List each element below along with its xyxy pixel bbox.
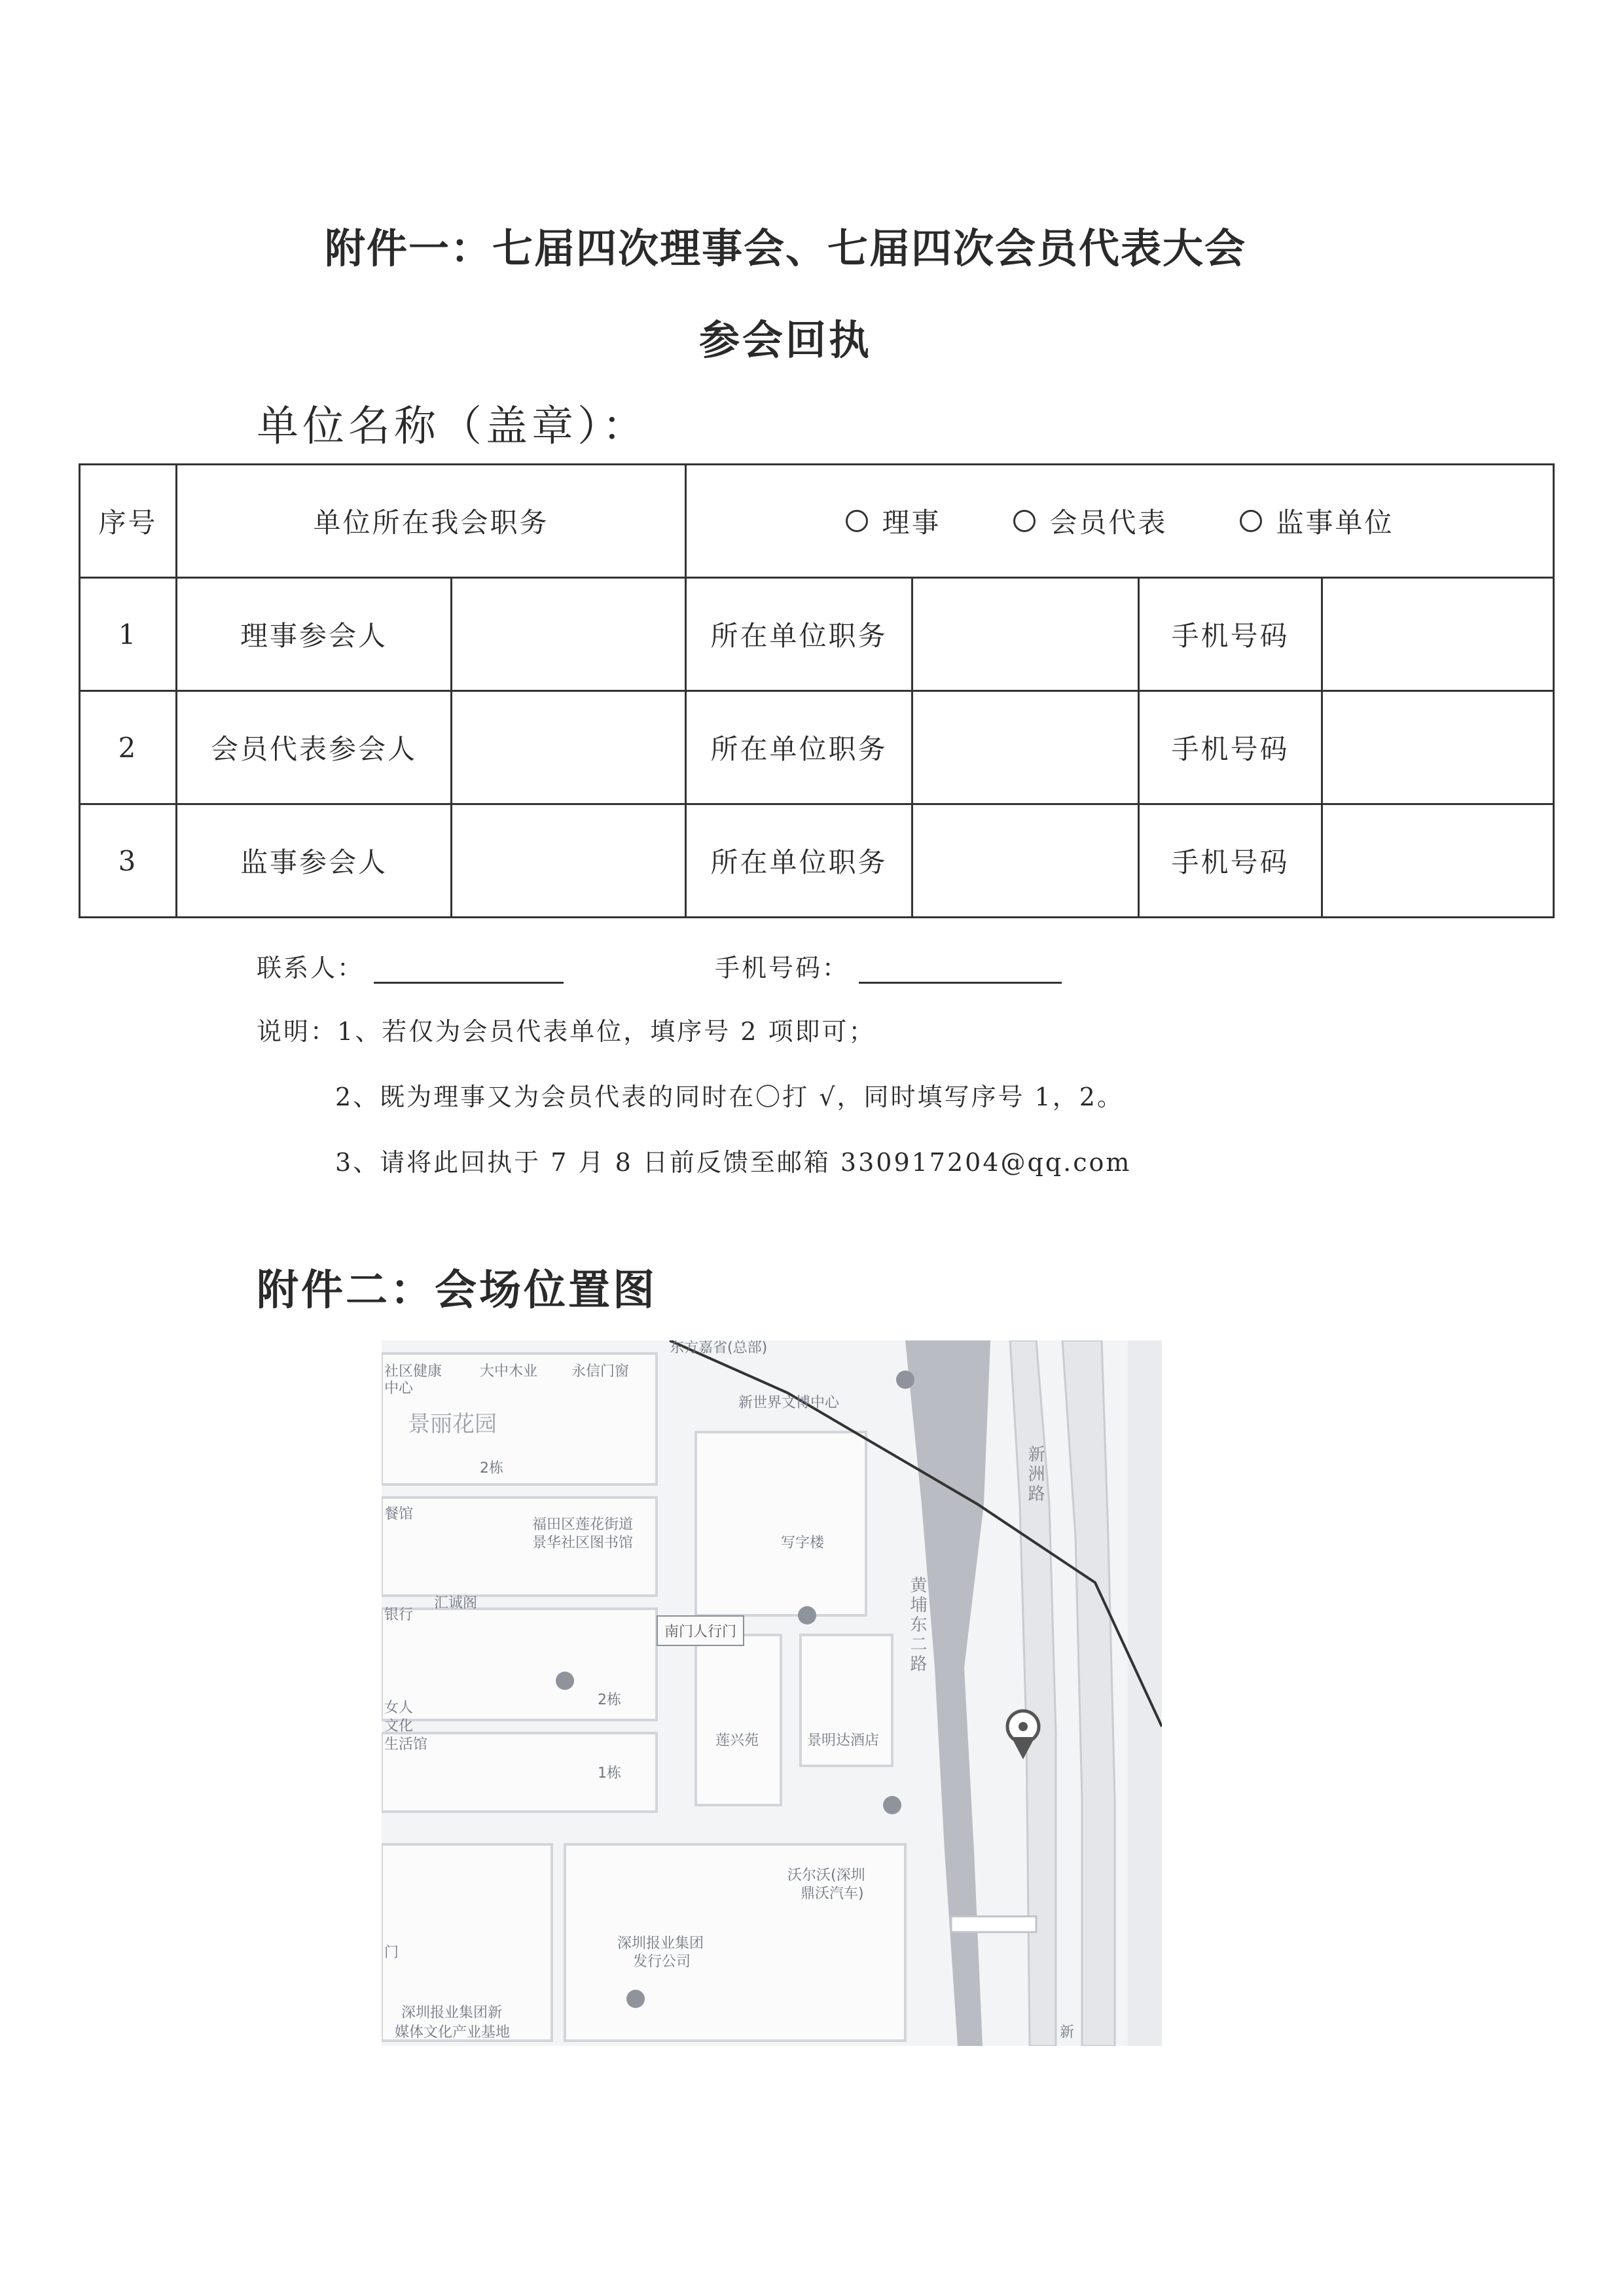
phone-cell[interactable]: [1322, 804, 1554, 918]
unit-name-label: 单位名称（盖章）：: [257, 403, 648, 451]
expressway-lane: [1062, 1340, 1115, 2046]
role-options: [686, 465, 1554, 578]
map-label: 银行: [384, 1607, 414, 1623]
phone-label: 手机号码: [1139, 804, 1322, 918]
map-label: 汇诚阁: [434, 1595, 478, 1611]
map-label: 1栋: [598, 1765, 621, 1782]
road-label: 新洲路: [1025, 1445, 1045, 1504]
header-seq: 序号: [80, 465, 177, 578]
map-label: 写字楼: [781, 1535, 825, 1551]
map-label: 门: [384, 1945, 399, 1961]
radio-circle-icon[interactable]: [1240, 510, 1262, 532]
phone-cell[interactable]: [1322, 578, 1554, 691]
map-label: 景华社区图书馆: [532, 1535, 634, 1551]
phone-label: 手机号码: [1139, 578, 1322, 691]
river-channel: [905, 1340, 990, 2046]
contact-phone-line: [715, 948, 1062, 984]
contact-line: [257, 948, 564, 984]
note-1: [257, 1011, 876, 1047]
note-3: 3、请将此回执于 7 月 8 日前反馈至邮箱 330917204@qq.com: [335, 1148, 1132, 1177]
map-label: 2栋: [598, 1692, 621, 1708]
table-header-row: [80, 465, 1554, 578]
block: [696, 1635, 781, 1805]
map-label: 发行公司: [633, 1954, 691, 1970]
position-cell[interactable]: [912, 691, 1139, 804]
contact-phone-label: 手机号码：: [715, 954, 850, 982]
map-label: 东方嘉省(总部): [670, 1340, 768, 1356]
row-seq: 3: [80, 804, 177, 918]
attendee-name-cell[interactable]: [452, 804, 686, 918]
map-label: 莲兴苑: [715, 1732, 759, 1749]
map-label: 永信门窗: [571, 1363, 630, 1380]
registration-table: [79, 463, 1555, 918]
south-gate-label[interactable]: 南门人行门: [657, 1615, 744, 1646]
map-label: 2栋: [480, 1460, 503, 1477]
map-label: 生活馆: [384, 1736, 428, 1753]
map-label: 福田区莲花街道: [532, 1516, 634, 1533]
map-label: 媒体文化产业基地: [395, 2024, 511, 2041]
map-label: 深圳报业集团: [617, 1935, 704, 1952]
note-prefix: 说明：: [257, 1017, 338, 1046]
title-line1: 附件一：七届四次理事会、七届四次会员代表大会: [324, 224, 1246, 272]
map-label: 鼎沃汽车): [801, 1886, 864, 1902]
phone-cell[interactable]: [1322, 691, 1554, 804]
note-text: 1、若仅为会员代表单位，填序号 2 项即可；: [337, 1017, 876, 1046]
map-label: 沃尔沃(深圳: [787, 1867, 865, 1884]
row-label: 理事参会人: [177, 578, 452, 691]
road-label: 黄埔东二路: [907, 1576, 927, 1674]
attendee-name-cell[interactable]: [452, 578, 686, 691]
note-2: 2、既为理事又为会员代表的同时在〇打 √，同时填写序号 1，2。: [335, 1083, 1124, 1111]
table-row: [80, 804, 1554, 918]
map-label: 深圳报业集团新: [401, 2005, 503, 2021]
road-edge: [1128, 1340, 1162, 2046]
map-label: 中心: [384, 1380, 414, 1397]
position-cell[interactable]: [912, 578, 1139, 691]
map-label: 女人: [384, 1700, 414, 1716]
map-label: 新: [1060, 2024, 1075, 2041]
radio-circle-icon[interactable]: [846, 510, 868, 532]
bridge: [951, 1916, 1036, 1932]
block: [696, 1432, 866, 1615]
map-label: 新世界文博中心: [738, 1395, 840, 1411]
position-label: 所在单位职务: [686, 804, 912, 918]
position-label: 所在单位职务: [686, 578, 912, 691]
attendee-name-cell[interactable]: [452, 691, 686, 804]
position-label: 所在单位职务: [686, 691, 912, 804]
table-row: [80, 578, 1554, 691]
row-label: 监事参会人: [177, 804, 452, 918]
map-label: 餐馆: [384, 1506, 414, 1522]
row-label: 会员代表参会人: [177, 691, 452, 804]
contact-phone-input[interactable]: [859, 956, 1062, 984]
venue-map[interactable]: [382, 1340, 1162, 2046]
map-label: 大中木业: [480, 1363, 538, 1380]
title-line2: 参会回执: [698, 316, 872, 364]
map-label: 景丽花园: [408, 1411, 497, 1437]
phone-label: 手机号码: [1139, 691, 1322, 804]
radio-circle-icon[interactable]: [1013, 510, 1036, 532]
map-label: 景明达酒店: [807, 1732, 880, 1749]
row-seq: 1: [80, 578, 177, 691]
row-seq: 2: [80, 691, 177, 804]
position-cell[interactable]: [912, 804, 1139, 918]
table-row: [80, 691, 1554, 804]
contact-input[interactable]: [374, 956, 564, 984]
option-member-rep[interactable]: 会员代表: [1013, 501, 1168, 541]
map-label: 社区健康: [384, 1363, 442, 1380]
attachment2-title: 附件二：会场位置图: [257, 1266, 657, 1315]
map-label: 文化: [384, 1718, 414, 1734]
option-director[interactable]: 理事: [846, 501, 941, 541]
contact-label: 联系人：: [257, 954, 365, 982]
header-role: 单位所在我会职务: [177, 465, 686, 578]
option-supervisor[interactable]: 监事单位: [1240, 501, 1394, 541]
